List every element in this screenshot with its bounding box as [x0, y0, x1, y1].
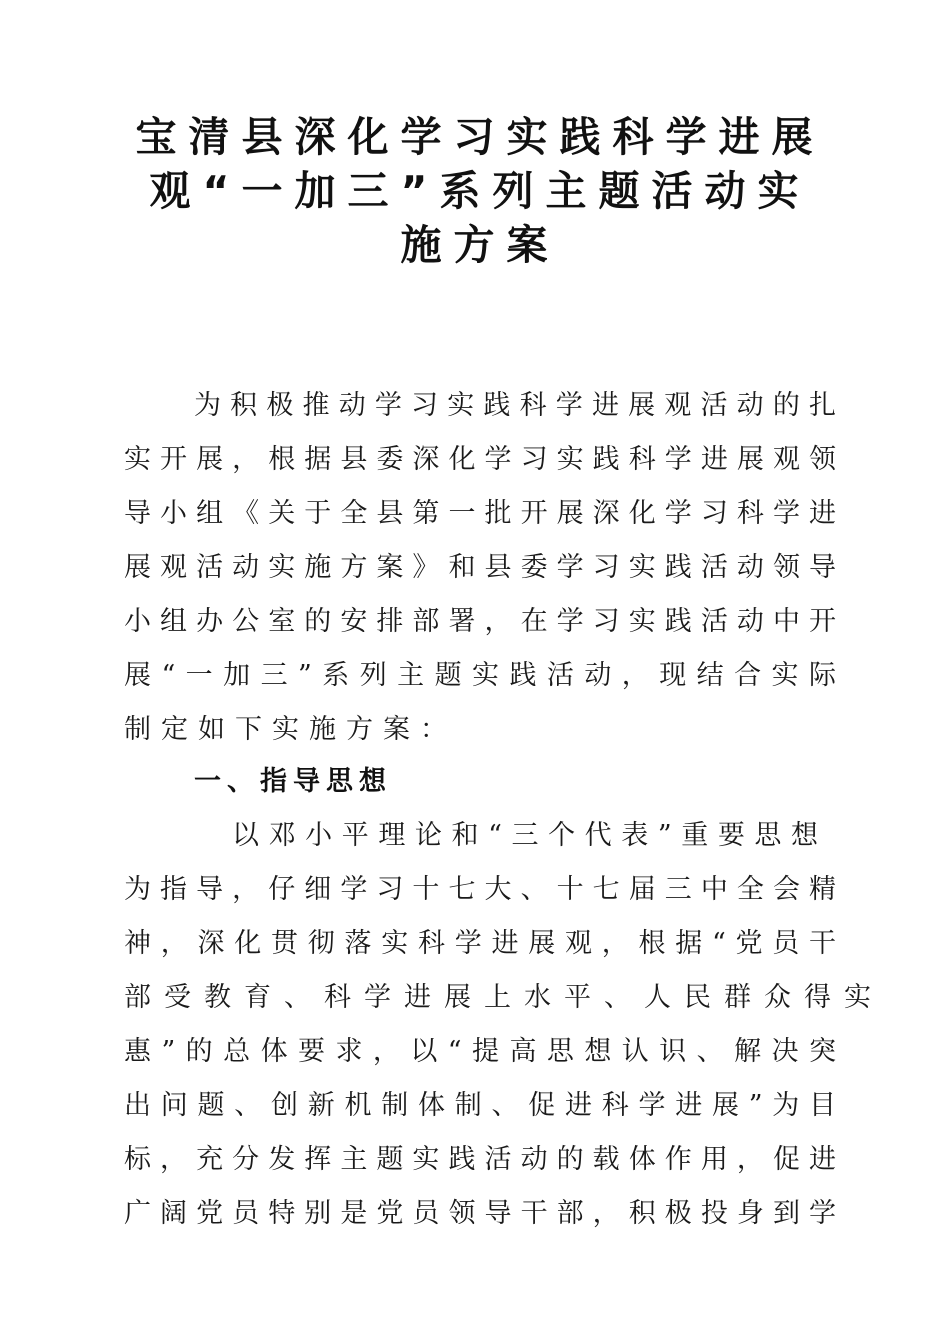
intro-line: 导小组《关于全县第一批开展深化学习科学进 [124, 498, 836, 529]
section-line: 部受教育、科学进展上水平、人民群众得实 [124, 982, 884, 1013]
intro-line: 实开展，根据县委深化学习实践科学进展观领 [124, 444, 836, 475]
section-heading: 一、指导思想 [194, 766, 392, 797]
intro-line: 展观活动实施方案》和县委学习实践活动领导 [124, 552, 836, 583]
intro-line: 制定如下实施方案： [124, 714, 457, 745]
section-line: 出问题、创新机制体制、促进科学进展”为目 [124, 1090, 836, 1121]
document-title-line-2: 观“一加三”系列主题活动实 [149, 167, 811, 215]
section-line: 以邓小平理论和“三个代表”重要思想 [232, 820, 818, 851]
intro-line: 小组办公室的安排部署，在学习实践活动中开 [124, 606, 836, 637]
section-line: 为指导，仔细学习十七大、十七届三中全会精 [124, 874, 836, 905]
section-line: 标，充分发挥主题实践活动的载体作用，促进 [124, 1144, 836, 1175]
document-title-line-3: 施方案 [400, 221, 560, 269]
section-line: 神，深化贯彻落实科学进展观，根据“党员干 [124, 928, 836, 959]
section-line: 惠”的总体要求，以“提高思想认识、解决突 [124, 1036, 836, 1067]
intro-line: 展“一加三”系列主题实践活动，现结合实际 [124, 660, 836, 691]
document-title-line-1: 宝清县深化学习实践科学进展 [135, 113, 825, 161]
section-line: 广阔党员特别是党员领导干部，积极投身到学 [124, 1198, 836, 1229]
intro-line: 为积极推动学习实践科学进展观活动的扎 [194, 390, 836, 421]
